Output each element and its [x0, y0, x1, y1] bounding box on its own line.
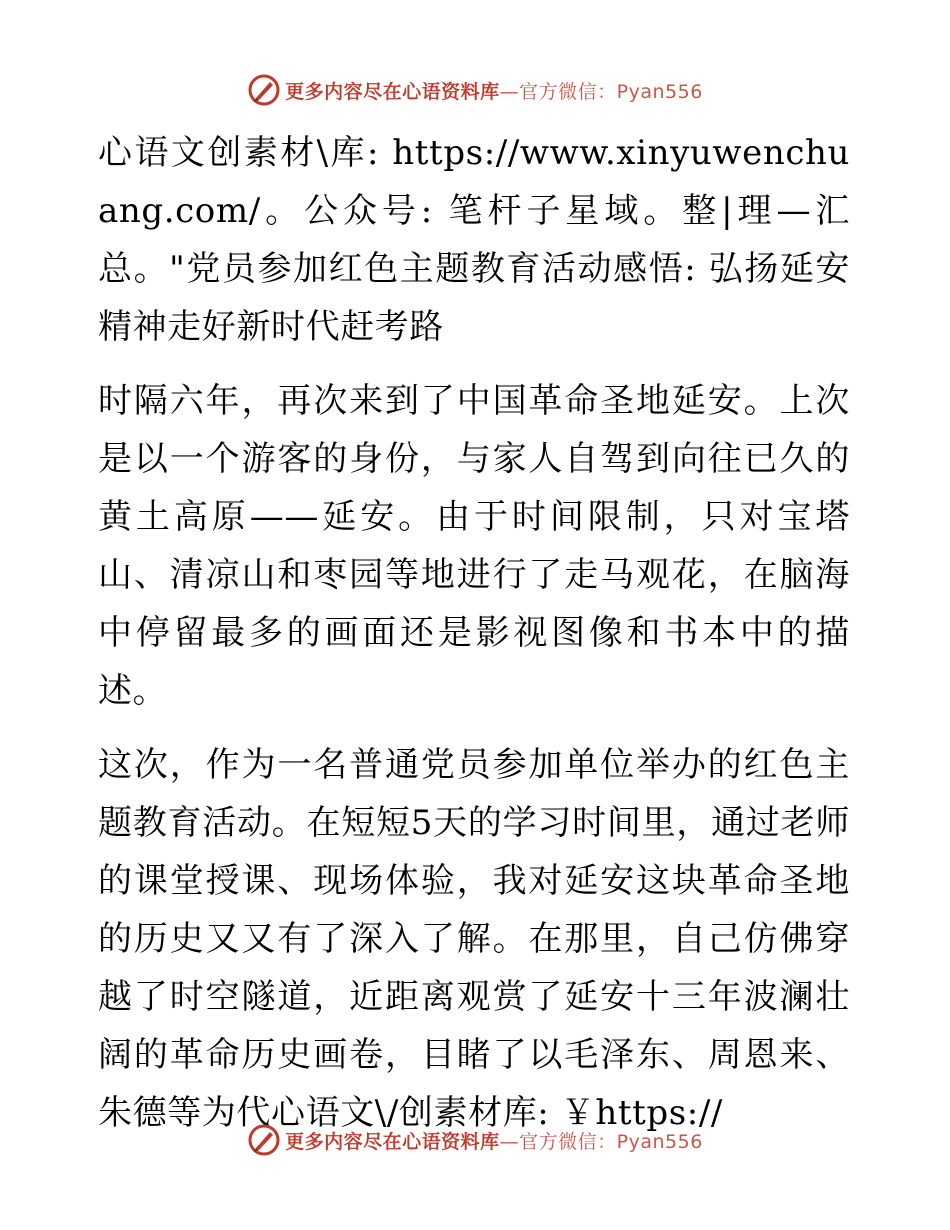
banner-main-text: 更多内容尽在心语资料库: [285, 80, 500, 103]
document-body: [98, 124, 850, 1142]
pen-circle-logo-icon: [247, 1123, 281, 1157]
banner-contact-text: —官方微信：Pyan556: [499, 80, 703, 103]
header-watermark-banner: [0, 70, 950, 110]
banner-contact-text: —官方微信：Pyan556: [499, 1130, 703, 1153]
paragraph-first-visit: 时隔六年，再次来到了中国革命圣地延安。上次是以一个游客的身份，与家人自驾到向往已久的黄土高原——延安。由于时间限制，只对宝塔山、清凉山和枣园等地进行了走马观花，在脑海中停留最多的画面还是影视图像和书本中的描述。: [98, 381, 850, 711]
paragraph-intro: 心语文创素材\库: https://www.xinyuwenchuang.com/。公众号: 笔杆子星域。整|理—汇总。"党员参加红色主题教育活动感悟: 弘扬延安精神走好新时代赶考路: [98, 133, 850, 347]
footer-watermark-banner: [0, 1120, 950, 1160]
pen-circle-logo-icon: [247, 73, 281, 107]
banner-main-text: 更多内容尽在心语资料库: [285, 1130, 500, 1153]
paragraph-second-visit: 这次，作为一名普通党员参加单位举办的红色主题教育活动。在短短5天的学习时间里，通过老师的课堂授课、现场体验，我对延安这块革命圣地的历史又又有了深入了解。在那里，自己仿佛穿越了时空隧道，近距离观赏了延安十三年波澜壮阔的革命历史画卷，目睹了以毛泽东、周恩来、朱德等为代心语文\/创素材库: ￥https://: [98, 745, 850, 1133]
